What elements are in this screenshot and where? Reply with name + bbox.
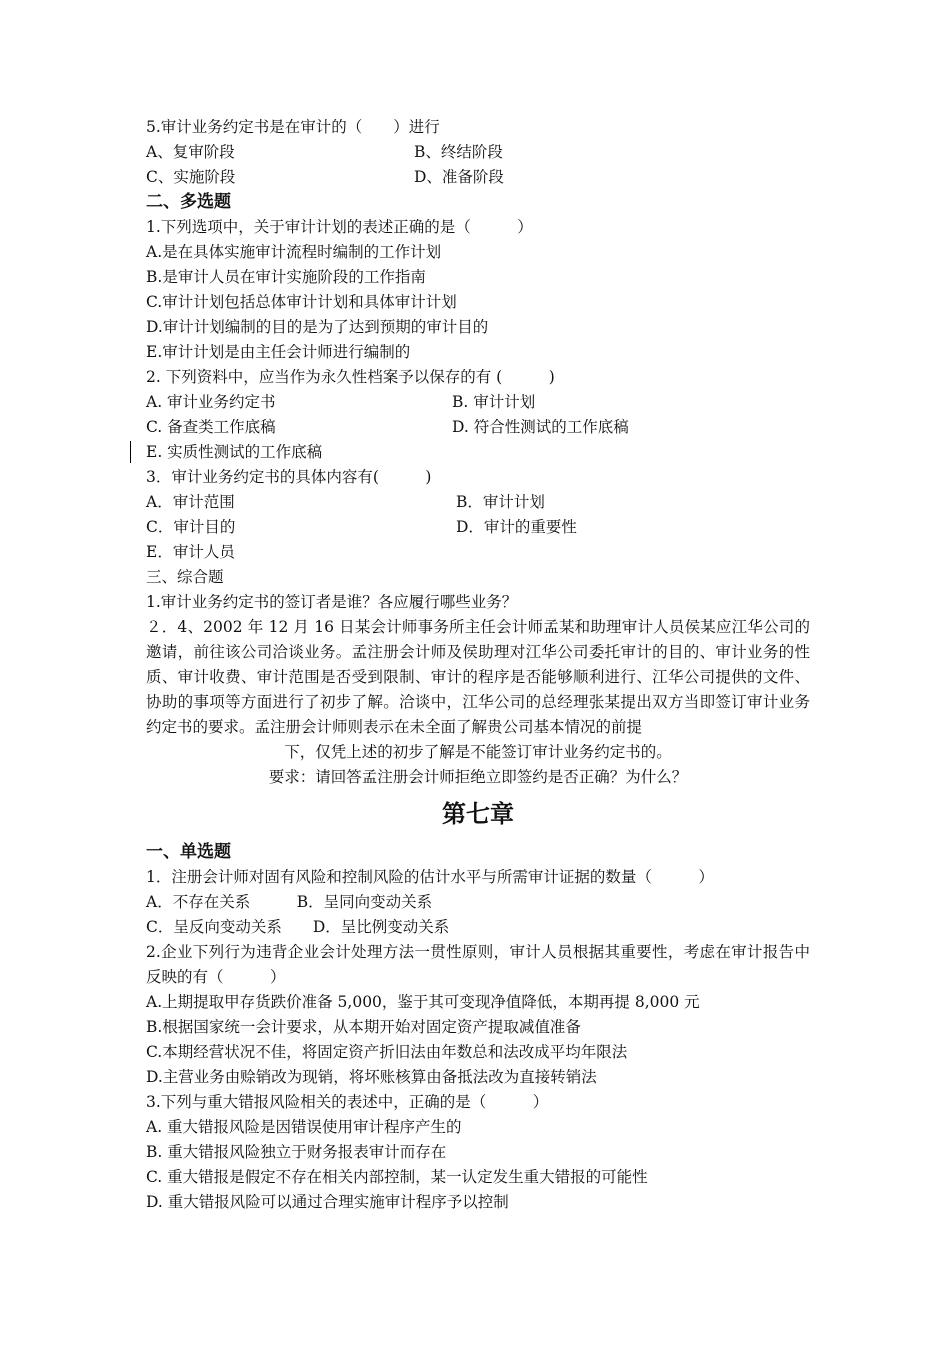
comprehensive-question-2-requirement: 要求：请回答孟注册会计师拒绝立即签约是否正确？为什么？ bbox=[268, 768, 688, 786]
question-1-stem: 1．注册会计师对固有风险和控制风险的估计水平与所需审计证据的数量（ ） bbox=[146, 868, 714, 886]
question-3-stem: 3.下列与重大错报风险相关的表述中，正确的是（ ） bbox=[146, 1093, 549, 1111]
comprehensive-question-2-tail: 下，仅凭上述的初步了解是不能签订审计业务约定书的。 bbox=[284, 743, 672, 761]
chapter-title: 第七章 bbox=[442, 799, 514, 828]
option-a: A、复审阶段 bbox=[146, 143, 235, 161]
option-a: A.是在具体实施审计流程时编制的工作计划 bbox=[146, 243, 442, 261]
options-cd: C．呈反向变动关系 D．呈比例变动关系 bbox=[146, 918, 450, 936]
question-2-stem: 2.企业下列行为违背企业会计处理方法一贯性原则，审计人员根据其重要性，考虑在审计报告中反映的有（ ） bbox=[146, 943, 810, 986]
option-c: C、实施阶段 bbox=[146, 168, 236, 186]
comprehensive-question-2: ２．4、2002 年 12 月 16 日某会计师事务所主任会计师孟某和助理审计人员侯某应江华公司的邀请，前往该公司洽谈业务。孟注册会计师及侯助理对江华公司委托审计的目的、审计业务的性质、审计收费、审计范围是否受到限制、审计的程序是否能够顺利进行、江华公司提供的文件、协助的事项等方面进行了初步了解。洽谈中，江华公司的总经理张某提出双方当即签订审计业务约定书的要求。孟注册会计师则表示在未全面了解贵公司基本情况的前提 bbox=[146, 618, 810, 736]
text-cursor bbox=[130, 441, 131, 463]
option-a: A. 重大错报风险是因错误使用审计程序产生的 bbox=[146, 1118, 462, 1136]
multi-question-2-stem: 2. 下列资料中，应当作为永久性档案予以保存的有 ( ) bbox=[146, 368, 555, 386]
option-d: D.主营业务由赊销改为现销，将坏账核算由备抵法改为直接转销法 bbox=[146, 1068, 597, 1086]
option-e: E. 实质性测试的工作底稿 bbox=[146, 443, 323, 461]
single-choice-heading: 一、单选题 bbox=[146, 842, 231, 862]
option-e: E．审计人员 bbox=[146, 543, 235, 561]
option-b: B、终结阶段 bbox=[414, 143, 503, 161]
question-5-stem: 5.审计业务约定书是在审计的（ ）进行 bbox=[146, 118, 440, 136]
multi-question-1-stem: 1.下列选项中，关于审计计划的表述正确的是（ ） bbox=[146, 218, 533, 236]
comprehensive-heading: 三、综合题 bbox=[146, 568, 224, 586]
option-b: B.是审计人员在审计实施阶段的工作指南 bbox=[146, 268, 426, 286]
option-c: C.审计计划包括总体审计计划和具体审计计划 bbox=[146, 293, 457, 311]
multi-question-3-stem: 3．审计业务约定书的具体内容有( ) bbox=[146, 468, 432, 486]
option-a: A.上期提取甲存货跌价准备 5,000，鉴于其可变现净值降低，本期再提 8,000 元 bbox=[146, 993, 700, 1011]
options-ab: A．不存在关系 B．呈同向变动关系 bbox=[146, 893, 433, 911]
option-d: D. 重大错报风险可以通过合理实施审计程序予以控制 bbox=[146, 1193, 509, 1211]
option-b: B．审计计划 bbox=[456, 493, 545, 511]
option-d: D．审计的重要性 bbox=[456, 518, 577, 536]
option-c: C.本期经营状况不佳，将固定资产折旧法由年数总和法改成平均年限法 bbox=[146, 1043, 628, 1061]
option-c: C. 重大错报是假定不存在相关内部控制，某一认定发生重大错报的可能性 bbox=[146, 1168, 648, 1186]
option-d: D. 符合性测试的工作底稿 bbox=[452, 418, 629, 436]
option-a: A．审计范围 bbox=[146, 493, 235, 511]
option-e: E.审计计划是由主任会计师进行编制的 bbox=[146, 343, 411, 361]
option-a: A. 审计业务约定书 bbox=[146, 393, 276, 411]
option-d: D.审计计划编制的目的是为了达到预期的审计目的 bbox=[146, 318, 489, 336]
option-b: B. 审计计划 bbox=[452, 393, 536, 411]
option-b: B. 重大错报风险独立于财务报表审计而存在 bbox=[146, 1143, 447, 1161]
option-c: C. 备查类工作底稿 bbox=[146, 418, 276, 436]
option-b: B.根据国家统一会计要求，从本期开始对固定资产提取减值准备 bbox=[146, 1018, 581, 1036]
option-c: C．审计目的 bbox=[146, 518, 236, 536]
comprehensive-question-1: 1.审计业务约定书的签订者是谁？各应履行哪些业务？ bbox=[146, 593, 518, 611]
multi-choice-heading: 二、多选题 bbox=[146, 192, 231, 212]
option-d: D、准备阶段 bbox=[414, 168, 504, 186]
